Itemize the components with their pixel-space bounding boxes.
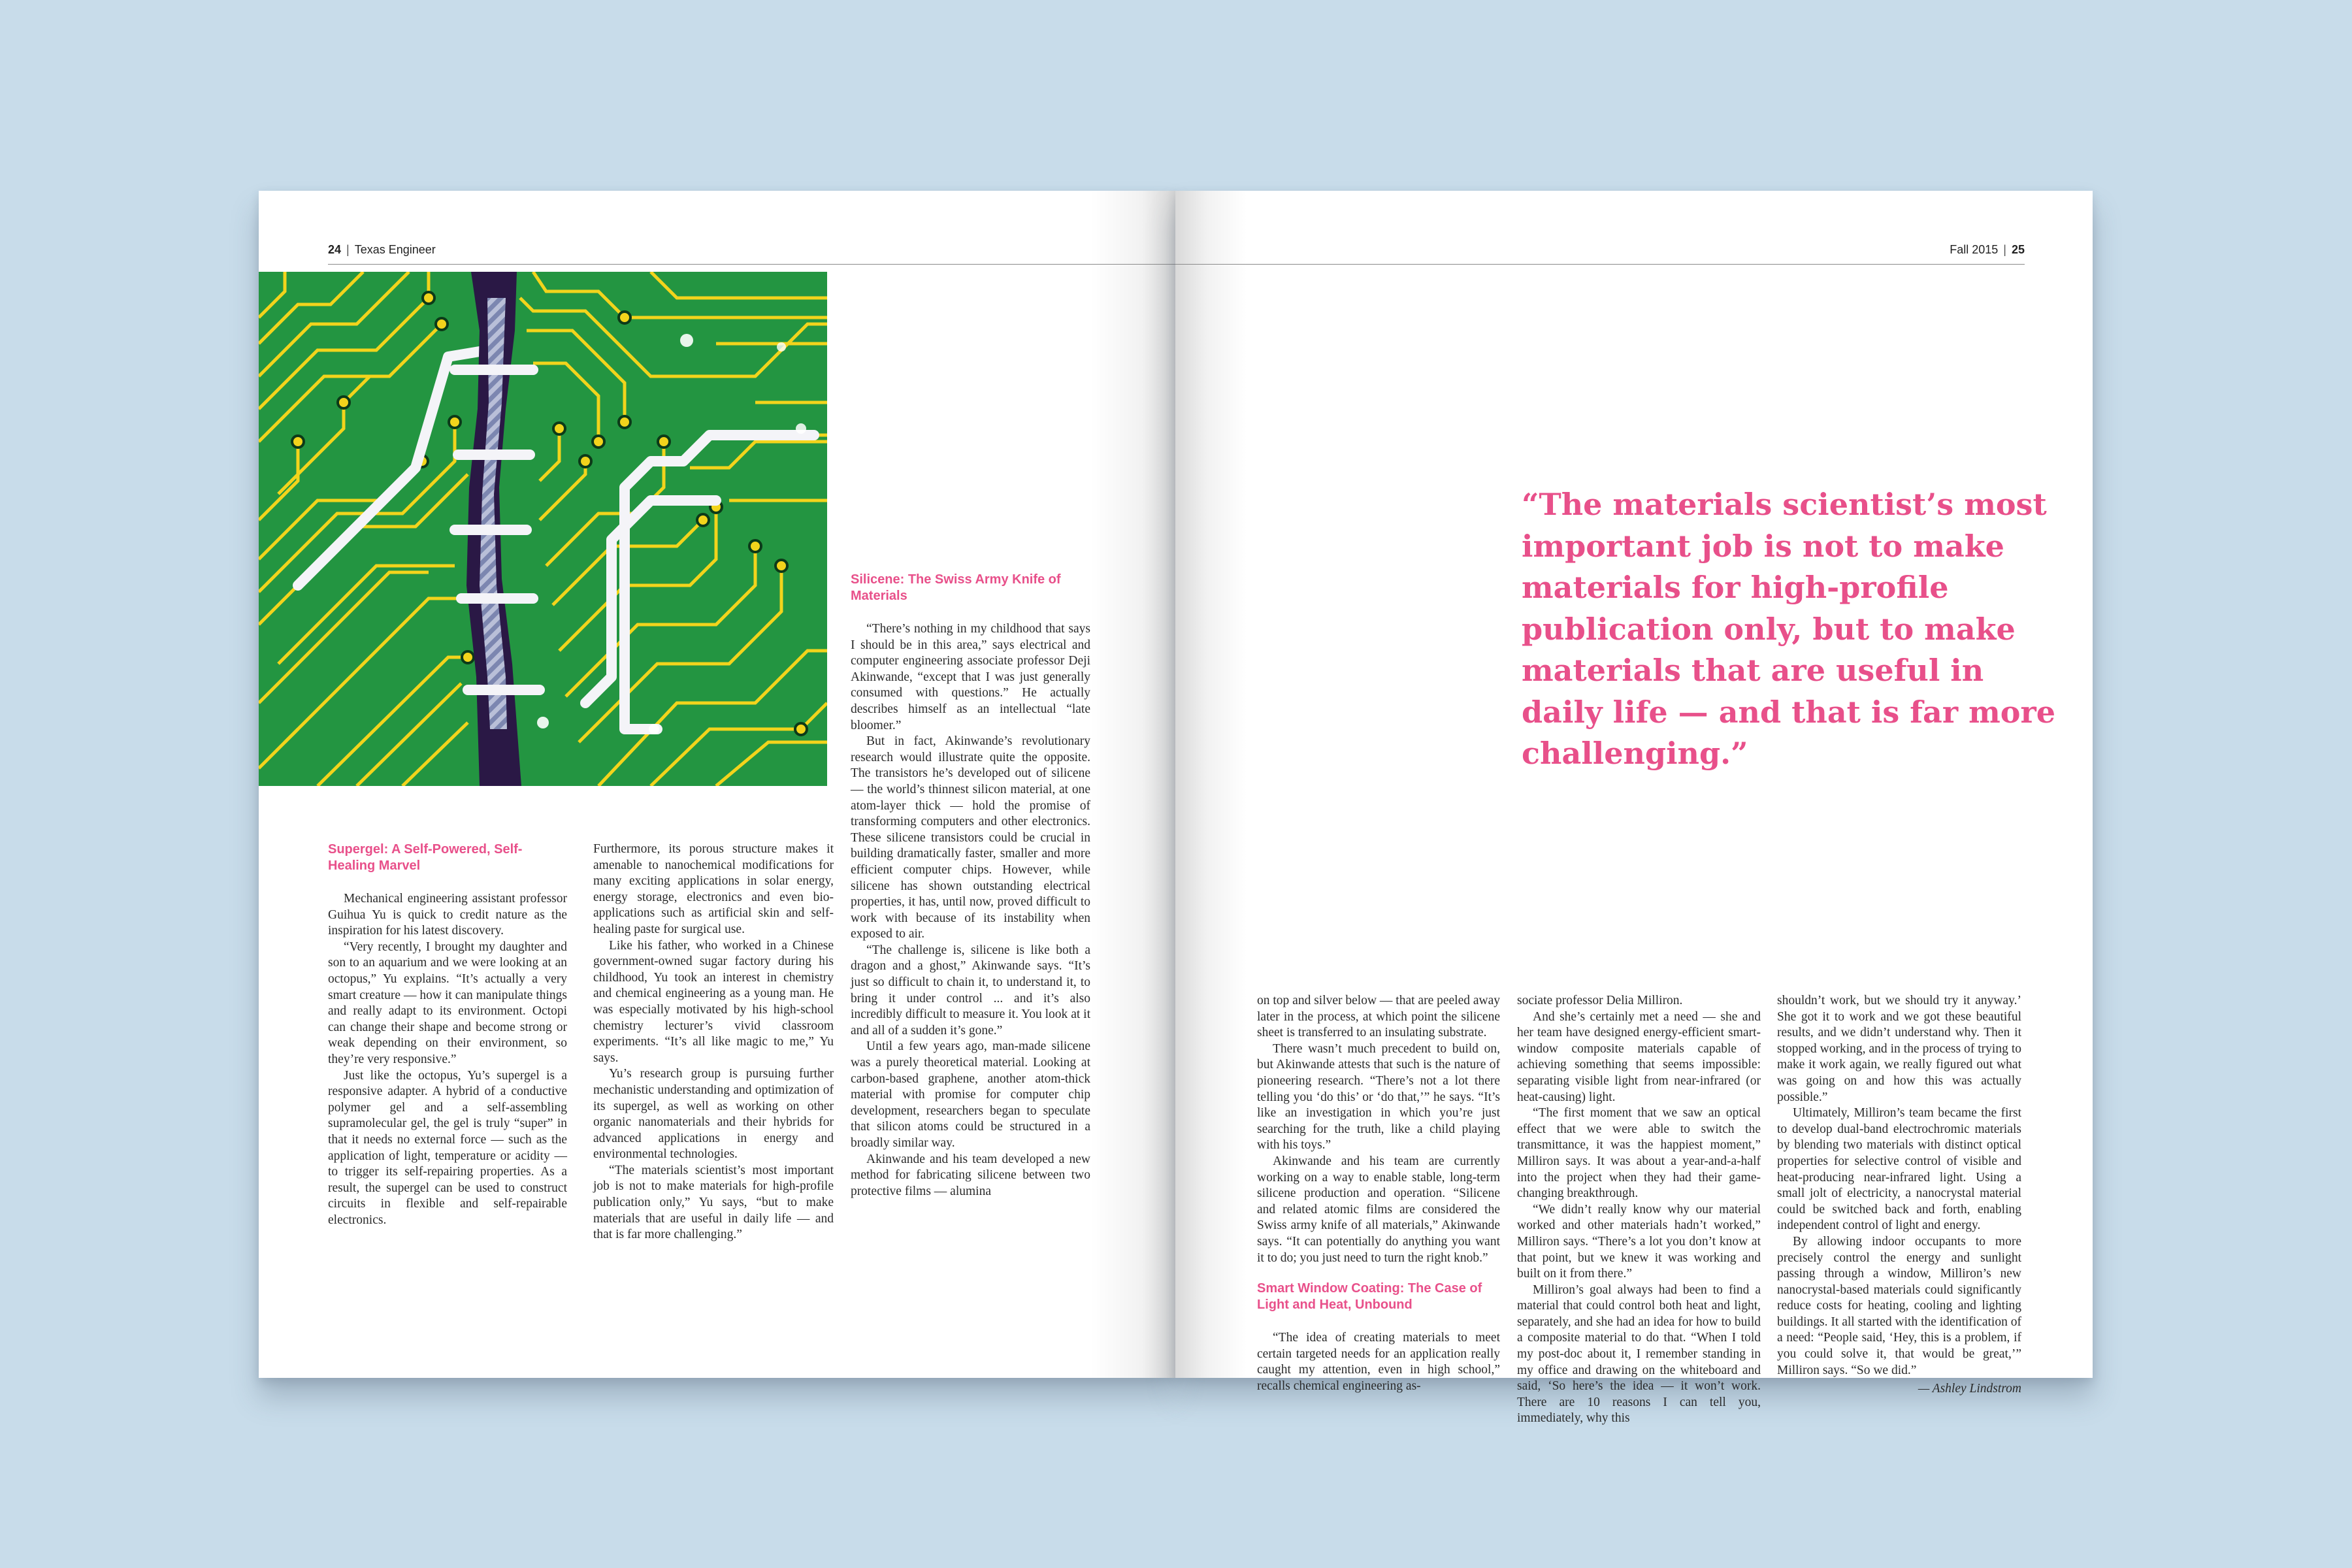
paragraph: “The idea of creating materials to meet certain targeted needs for an application really caught my attention, even in high school,” recalls chemical engineering as- xyxy=(1257,1331,1500,1393)
paragraph: Akinwande and his team developed a new method for fabricating silicene between two protective films — alumina xyxy=(851,1152,1090,1198)
paragraph: Until a few years ago, man-made silicene was a purely theoretical material. Looking at carbon-based graphene, another atom-thick material with promise for computer chip development, researchers began to speculate that silicon atoms could be structured in a broadly similar way. xyxy=(851,1039,1090,1150)
section-heading-supergel: Supergel: A Self-Powered, Self-Healing Marvel xyxy=(328,842,523,873)
text-column-2 xyxy=(593,841,834,1243)
section-heading-silicene: Silicene: The Swiss Army Knife of Materials xyxy=(851,572,1061,603)
publication-title: Texas Engineer xyxy=(354,243,436,256)
section-heading-smart-window: Smart Window Coating: The Case of Light and Heat, Unbound xyxy=(1257,1281,1482,1313)
issue-date: Fall 2015 xyxy=(1950,243,1999,256)
circuit-board-image xyxy=(259,272,827,786)
right-page xyxy=(1175,191,2093,1426)
paragraph: And she’s certainly met a need — she and her team have designed energy-efficient smart-window composite materials capable of achieving something that seems impossible: separating visible light from near-infrared (or heat-causing) light. xyxy=(1517,1009,1761,1104)
header-rule xyxy=(1175,264,2025,265)
paragraph: “Very recently, I brought my daughter and son to an aquarium and we were looking at an octopus,” Yu explains. “It’s actually a very smart creature — how it can manipulate things and really adapt to its environment. Octopi can change their shape and become strong or weak depending on their environment, so they’re very responsive.” xyxy=(328,939,567,1066)
paragraph: But in fact, Akinwande’s revolutionary research would illustrate quite the opposite. The transistors he’s developed out of silicene — the world’s thinnest silicon material, at one atom-layer thick — hold the promise of transforming computers and other electronics. These silicene transistors could be crucial in building dramatically faster, smaller and more efficient computer chips. However, while silicene has shown outstanding electrical properties, it has, until now, proved difficult to work with because of its instability when exposed to air. xyxy=(851,734,1090,941)
paragraph: shouldn’t work, but we should try it anyway.’ She got it to work and we got these beautiful results, and we didn’t understand why. Then it stopped working, and in the process of trying to make it work again, we really figured out what was going on and how this was actually possible.” xyxy=(1777,994,2021,1104)
paragraph: “We didn’t really know why our material worked and other materials hadn’t worked,” Milliron says. “There’s a lot you don’t know at that point, but we knew it was working and built on it from there.” xyxy=(1517,1202,1761,1281)
gutter-shadow xyxy=(1090,191,1175,1378)
paragraph: “There’s nothing in my childhood that says I should be in this area,” says electrical and computer engineering associate professor Deji Akinwande, “except that I was just generally consumed with questions.” He actually describes himself as an intellectual “late bloomer.” xyxy=(851,622,1090,732)
paragraph: Furthermore, its porous structure makes it amenable to nanochemical modifications for many exciting applications in solar energy, energy storage, electronics and even bio-applications such as artificial skin and self-healing paste for surgical use. xyxy=(593,842,834,936)
paragraph: Yu’s research group is pursuing further mechanistic understanding and optimization of its supergel, as well as working on other organic nanomaterials and their hybrids for advanced applications in energy and environmental technologies. xyxy=(593,1067,834,1162)
byline: — Ashley Lindstrom xyxy=(1918,1382,2021,1396)
text-column-3 xyxy=(1777,993,2021,1397)
paragraph: Milliron’s goal always had been to find a material that could control both heat and light, separately, and she had an idea for how to build a composite material to do that. “When I told my post-doc about it, I remember standing in my office and drawing on the whiteboard and said, ‘So here’s the idea — it won’t work. There are 10 reasons I can tell you, immediately, why this xyxy=(1517,1282,1761,1426)
folio-left: 24 | Texas Engineer xyxy=(328,243,436,256)
paragraph: By allowing indoor occupants to more precisely control the energy and sunlight passing through a window, Milliron’s new nanocrystal-based materials could significantly reduce costs for heating, cooling and lighting buildings. It all started with the identification of a need: “People said, ‘Hey, this is a problem, if you could solve it, that would be great,’” Milliron says. “So we did.” xyxy=(1777,1234,2021,1377)
page-number: 24 xyxy=(328,243,342,256)
text-column-1 xyxy=(1257,993,1500,1394)
gutter-shadow xyxy=(1175,191,1247,1378)
paragraph: Just like the octopus, Yu’s supergel is a responsive adapter. A hybrid of a conductive polymer gel and a self-assembling supramolecular gel, the gel is truly “super” in that it needs no external force — such as the application of light, temperature or acidity — to trigger its self-repairing properties. As a result, the supergel can be used to construct circuits in flexible and self-repairable electronics. xyxy=(328,1068,567,1227)
header-rule xyxy=(328,264,1175,265)
circuit-board-illustration xyxy=(259,272,827,786)
paragraph: “The first moment that we saw an optical effect that we were able to switch the transmittance, it was the happiest moment,” Milliron says. It was about a year-and-a-half into the project when they had their game-changing breakthrough. xyxy=(1517,1106,1761,1201)
paragraph: sociate professor Delia Milliron. xyxy=(1517,994,1683,1007)
paragraph: on top and silver below — that are peeled away later in the process, at which point the silicene sheet is transferred to an insulating substrate. xyxy=(1257,994,1500,1040)
paragraph: Akinwande and his team are currently working on a way to enable stable, long-term silicene production and operation. “Silicene and related atomic films are considered the Swiss army knife of all materials,” Akinwande says. “It can potentially do anything you want it to do; you just need to turn the right knob.” xyxy=(1257,1154,1500,1265)
pull-quote: “The materials scientist’s most important job is not to make materials for high-profile publication only, but to make materials that are useful in daily life — and that is far more challenging.” xyxy=(1522,487,2055,771)
paragraph: Like his father, who worked in a Chinese government-owned sugar factory during his childhood, Yu took an interest in chemistry and chemical engineering as a young man. He was especially motivated by his high-school chemistry lecturer’s vivid classroom experiments. “It’s all like magic to me,” Yu says. xyxy=(593,938,834,1065)
paragraph: “The challenge is, silicene is like both a dragon and a ghost,” Akinwande says. “It’s just so difficult to chain it, to understand it, to bring it under control ... and it’s also incredibly difficult to measure it. You look at it and all of a sudden it’s gone.” xyxy=(851,943,1090,1037)
paragraph: Ultimately, Milliron’s team became the first to develop dual-band electrochromic materials by blending two materials with distinct optical properties for selective control of visible and heat-producing near-infrared light. Using a small jolt of electricity, a nanocrystal material could be switched back and forth, enabling independent control of light and energy. xyxy=(1777,1106,2021,1233)
paragraph: Mechanical engineering assistant professor Guihua Yu is quick to credit nature as the inspiration for his latest discovery. xyxy=(328,892,567,938)
folio-right: Fall 2015 | 25 xyxy=(1950,243,2025,256)
paragraph: There wasn’t much precedent to build on, but Akinwande attests that such is the nature of pioneering research. “There’s not a lot there telling you ‘do this’ or ‘do that,’” he says. “It’s like an investigation in which you’re just searching for the truth, like a child playing with his toys.” xyxy=(1257,1041,1500,1152)
paragraph: “The materials scientist’s most important job is not to make materials for high-profile publication only,” Yu says, “but to make materials that are useful in daily life — and that is far more challenging.” xyxy=(593,1163,834,1242)
page-number: 25 xyxy=(2011,243,2025,256)
text-column-1 xyxy=(328,841,567,1228)
text-column-3 xyxy=(851,572,1090,1200)
text-column-2 xyxy=(1517,993,1761,1427)
left-page xyxy=(259,191,1175,1378)
